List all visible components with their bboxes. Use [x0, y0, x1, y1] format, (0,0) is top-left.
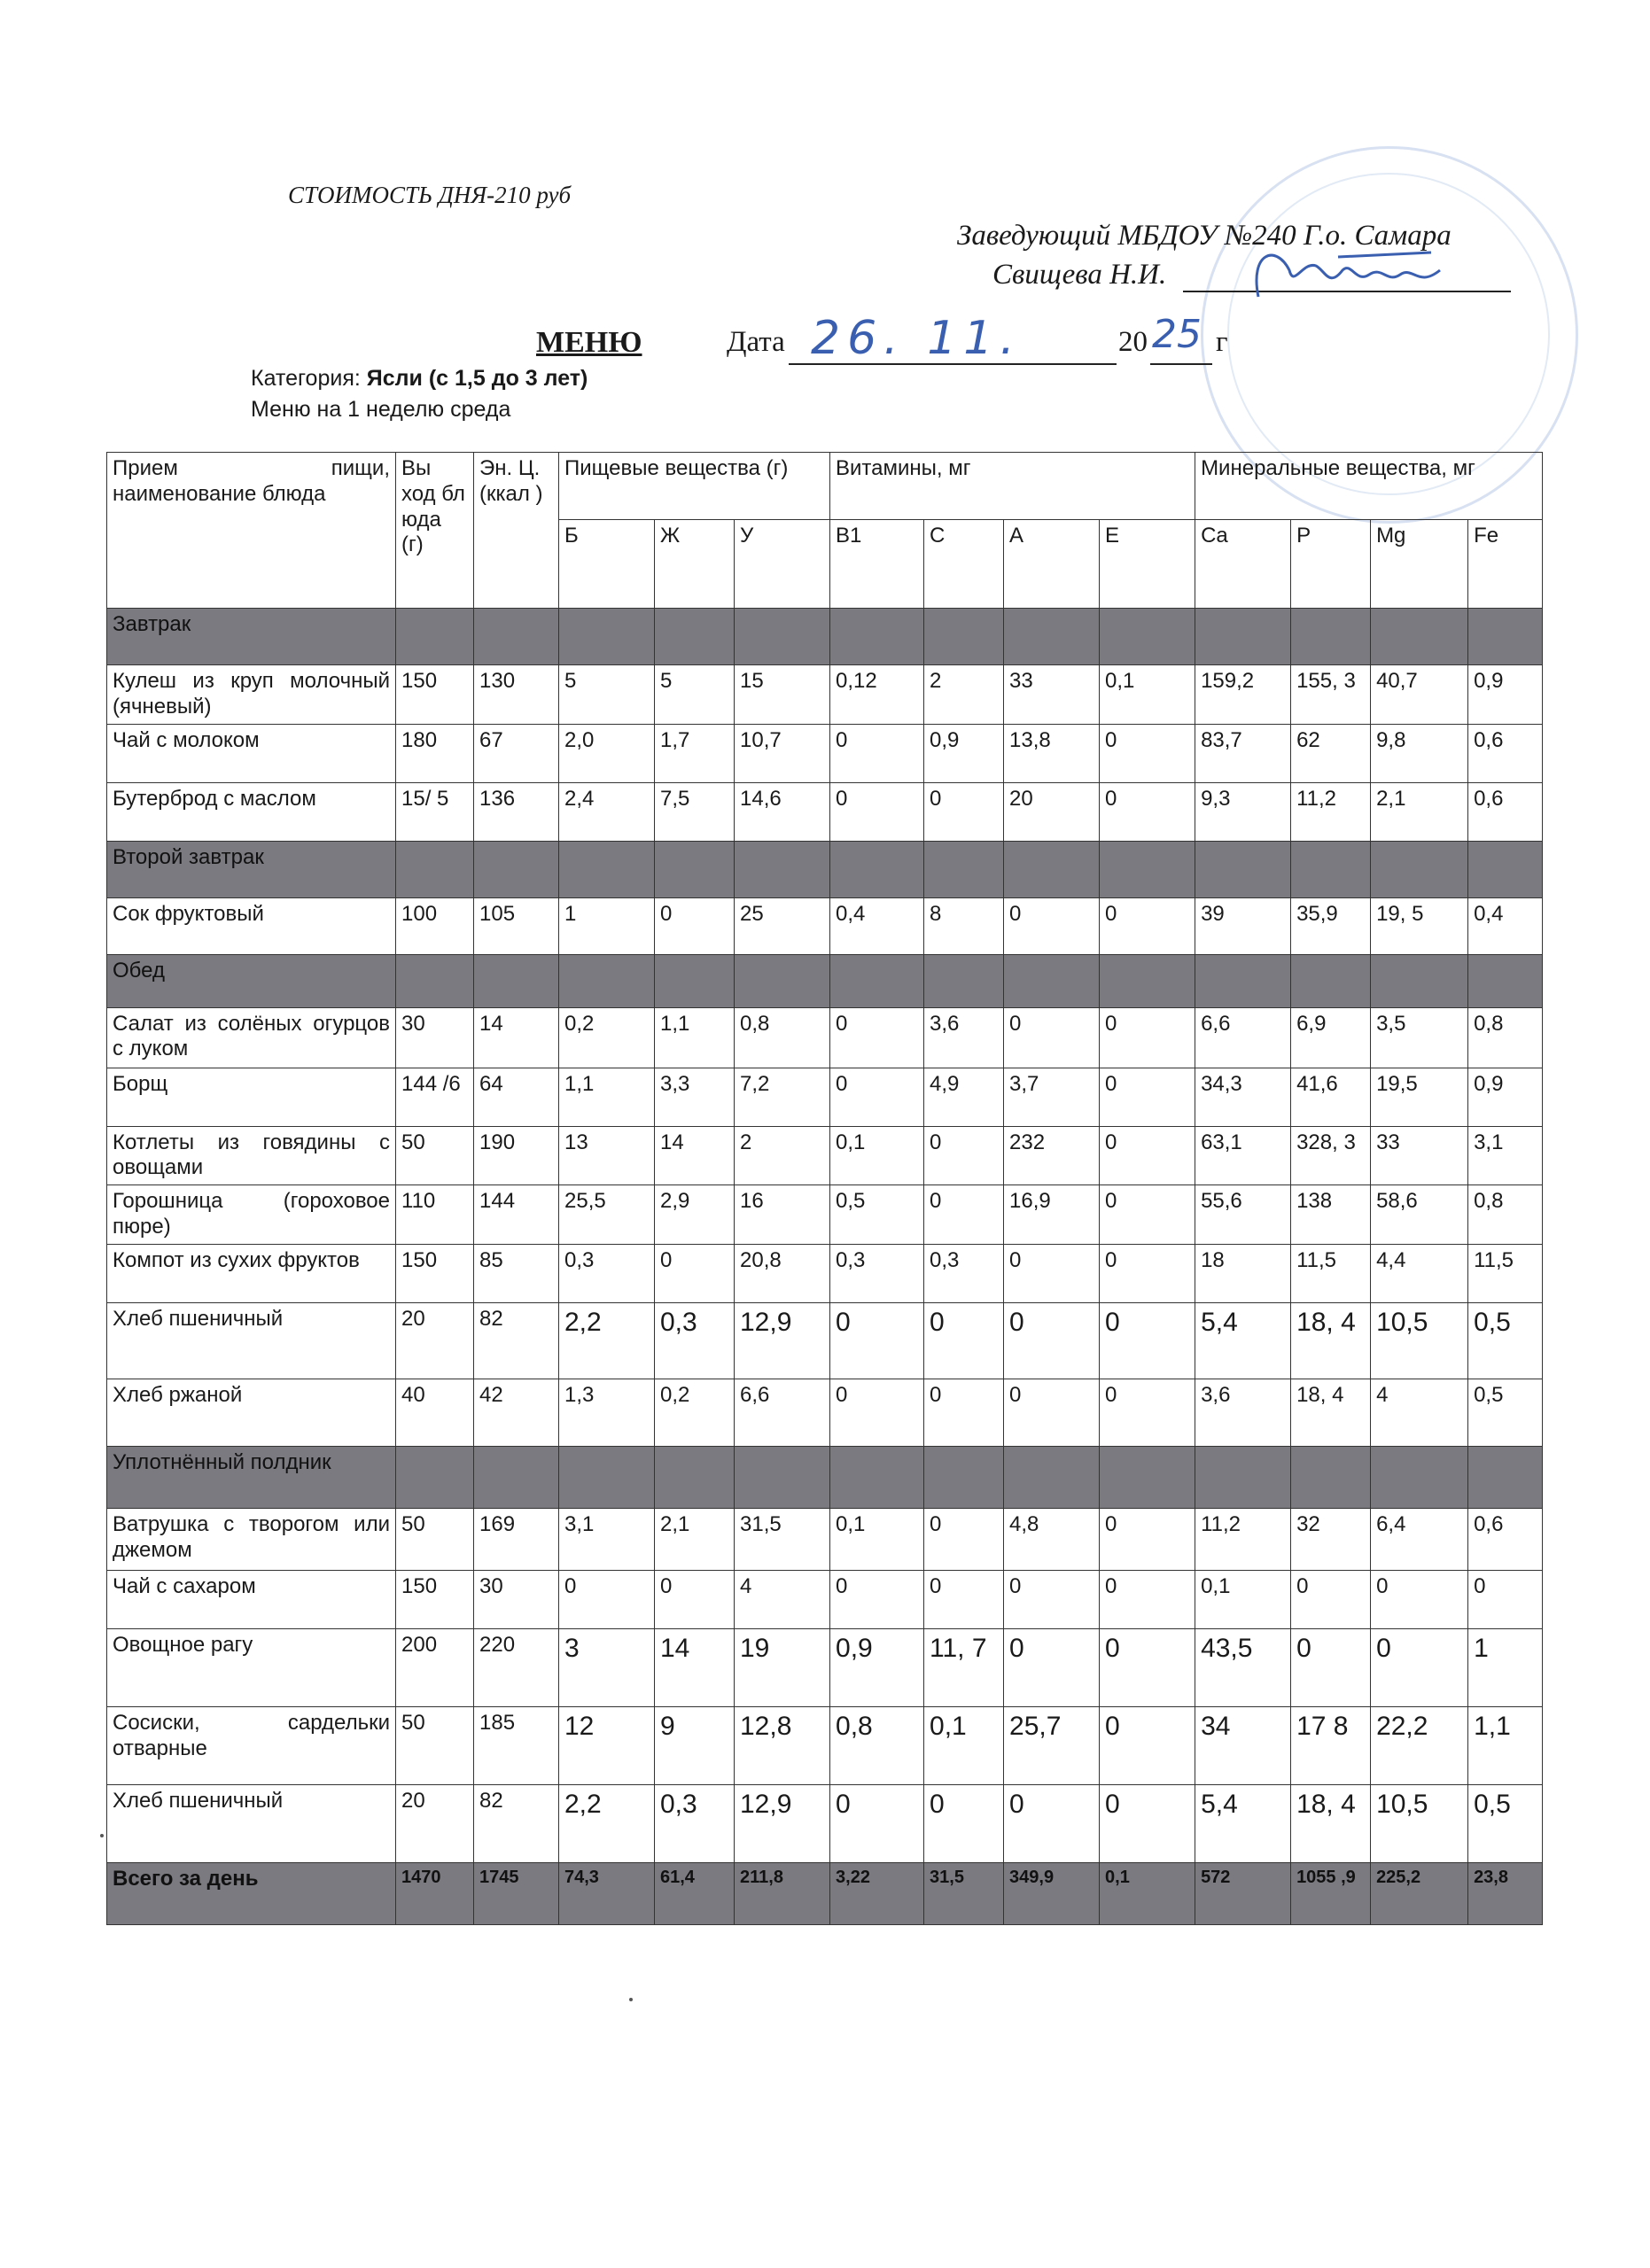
min-p: 11,2	[1291, 782, 1371, 841]
fat: 3,3	[655, 1068, 735, 1126]
min-p: 62	[1291, 724, 1371, 782]
vit-c: 4,9	[924, 1068, 1004, 1126]
vit-a: 33	[1004, 665, 1100, 725]
min-ca: 34,3	[1195, 1068, 1291, 1126]
fat: 0,3	[655, 1784, 735, 1862]
year-prefix: 20	[1118, 326, 1148, 358]
dish-name: Салат из солёных огурцов с луком	[107, 1007, 396, 1068]
header-row	[107, 453, 1543, 520]
carbs: 20,8	[735, 1244, 830, 1302]
section-row	[107, 609, 1543, 665]
menu-table	[106, 452, 1543, 1925]
vit-a: 0	[1004, 1302, 1100, 1379]
vit-c: 11, 7	[924, 1628, 1004, 1706]
min-mg: 0	[1371, 1628, 1468, 1706]
min-fe: 3,1	[1468, 1126, 1543, 1185]
energy-kcal: 14	[474, 1007, 559, 1068]
min-fe: 0,8	[1468, 1007, 1543, 1068]
protein: 2,0	[559, 724, 655, 782]
min-fe: 0,5	[1468, 1379, 1543, 1446]
vit-e: 0	[1100, 1570, 1195, 1628]
total-min-mg: 225,2	[1371, 1862, 1468, 1924]
vit-e: 0	[1100, 1628, 1195, 1706]
min-p: 18, 4	[1291, 1784, 1371, 1862]
total-energy-kcal: 1745	[474, 1862, 559, 1924]
dish-name: Хлеб пшеничный	[107, 1784, 396, 1862]
protein: 0	[559, 1570, 655, 1628]
min-mg: 19, 5	[1371, 897, 1468, 954]
vit-e: 0	[1100, 1379, 1195, 1446]
table-row	[107, 724, 1543, 782]
total-output-g: 1470	[396, 1862, 474, 1924]
vit-a: 0	[1004, 897, 1100, 954]
energy-kcal: 67	[474, 724, 559, 782]
head-name: Свищева Н.И.	[992, 259, 1167, 291]
vit-b1: 0	[830, 1302, 924, 1379]
dish-name: Хлеб пшеничный	[107, 1302, 396, 1379]
vit-e: 0	[1100, 1706, 1195, 1784]
energy-kcal: 220	[474, 1628, 559, 1706]
output-g: 180	[396, 724, 474, 782]
carbs: 10,7	[735, 724, 830, 782]
table-row	[107, 1379, 1543, 1446]
col-fat: Ж	[655, 520, 735, 609]
col-ca: Ca	[1195, 520, 1291, 609]
protein: 3	[559, 1628, 655, 1706]
protein: 2,4	[559, 782, 655, 841]
min-mg: 4	[1371, 1379, 1468, 1446]
col-mg: Mg	[1371, 520, 1468, 609]
carbs: 4	[735, 1570, 830, 1628]
section-label: Уплотнённый полдник	[107, 1446, 396, 1508]
total-row	[107, 1862, 1543, 1924]
fat: 7,5	[655, 782, 735, 841]
section-row	[107, 954, 1543, 1007]
carbs: 2	[735, 1126, 830, 1185]
energy-kcal: 42	[474, 1379, 559, 1446]
min-ca: 5,4	[1195, 1784, 1291, 1862]
protein: 5	[559, 665, 655, 725]
min-mg: 0	[1371, 1570, 1468, 1628]
vit-c: 3,6	[924, 1007, 1004, 1068]
vit-e: 0	[1100, 1068, 1195, 1126]
min-p: 138	[1291, 1185, 1371, 1245]
section-row	[107, 841, 1543, 897]
fat: 14	[655, 1628, 735, 1706]
min-p: 0	[1291, 1628, 1371, 1706]
min-p: 35,9	[1291, 897, 1371, 954]
fat: 0	[655, 897, 735, 954]
min-ca: 159,2	[1195, 665, 1291, 725]
col-p: P	[1291, 520, 1371, 609]
date-handwritten: 26. 11.	[811, 312, 1022, 365]
section-label: Второй завтрак	[107, 841, 396, 897]
energy-kcal: 85	[474, 1244, 559, 1302]
min-p: 155, 3	[1291, 665, 1371, 725]
protein: 0,2	[559, 1007, 655, 1068]
table-row	[107, 1007, 1543, 1068]
year-suffix: г	[1216, 326, 1228, 358]
vit-c: 0,1	[924, 1706, 1004, 1784]
carbs: 15	[735, 665, 830, 725]
year-underline	[1150, 363, 1212, 365]
col-protein: Б	[559, 520, 655, 609]
min-fe: 11,5	[1468, 1244, 1543, 1302]
vit-a: 0	[1004, 1570, 1100, 1628]
scan-speck	[629, 1998, 633, 2001]
output-g: 200	[396, 1628, 474, 1706]
energy-kcal: 185	[474, 1706, 559, 1784]
min-fe: 1,1	[1468, 1706, 1543, 1784]
output-g: 30	[396, 1007, 474, 1068]
section-label: Обед	[107, 954, 396, 1007]
col-a: А	[1004, 520, 1100, 609]
min-fe: 0,9	[1468, 665, 1543, 725]
carbs: 6,6	[735, 1379, 830, 1446]
total-min-p: 1055 ,9	[1291, 1862, 1371, 1924]
dish-name: Сок фруктовый	[107, 897, 396, 954]
energy-kcal: 64	[474, 1068, 559, 1126]
section-row	[107, 1446, 1543, 1508]
min-mg: 9,8	[1371, 724, 1468, 782]
fat: 5	[655, 665, 735, 725]
fat: 1,1	[655, 1007, 735, 1068]
vit-e: 0	[1100, 1508, 1195, 1570]
vit-e: 0	[1100, 1007, 1195, 1068]
min-ca: 39	[1195, 897, 1291, 954]
protein: 1,3	[559, 1379, 655, 1446]
total-dish-name: Всего за день	[107, 1862, 396, 1924]
dish-name: Ватрушка с творогом или джемом	[107, 1508, 396, 1570]
energy-kcal: 169	[474, 1508, 559, 1570]
dish-name: Котлеты из говядины с овощами	[107, 1126, 396, 1185]
vit-c: 0	[924, 1302, 1004, 1379]
vit-c: 0,9	[924, 724, 1004, 782]
energy-kcal: 130	[474, 665, 559, 725]
min-p: 0	[1291, 1570, 1371, 1628]
vit-a: 0	[1004, 1784, 1100, 1862]
min-p: 41,6	[1291, 1068, 1371, 1126]
output-g: 110	[396, 1185, 474, 1245]
min-ca: 83,7	[1195, 724, 1291, 782]
output-g: 20	[396, 1784, 474, 1862]
table-row	[107, 1126, 1543, 1185]
min-fe: 0,9	[1468, 1068, 1543, 1126]
vit-a: 0	[1004, 1244, 1100, 1302]
min-mg: 6,4	[1371, 1508, 1468, 1570]
category-label: Категория:	[251, 366, 367, 391]
min-fe: 0,6	[1468, 1508, 1543, 1570]
vit-c: 0	[924, 782, 1004, 841]
vit-c: 8	[924, 897, 1004, 954]
total-vit-e: 0,1	[1100, 1862, 1195, 1924]
energy-kcal: 190	[474, 1126, 559, 1185]
vit-a: 20	[1004, 782, 1100, 841]
min-p: 32	[1291, 1508, 1371, 1570]
total-vit-c: 31,5	[924, 1862, 1004, 1924]
fat: 1,7	[655, 724, 735, 782]
vit-a: 4,8	[1004, 1508, 1100, 1570]
min-fe: 0,5	[1468, 1302, 1543, 1379]
energy-kcal: 136	[474, 782, 559, 841]
dish-name: Бутерброд с маслом	[107, 782, 396, 841]
min-mg: 33	[1371, 1126, 1468, 1185]
fat: 0,2	[655, 1379, 735, 1446]
vit-e: 0	[1100, 1784, 1195, 1862]
vit-b1: 0,9	[830, 1628, 924, 1706]
col-output: Вы ход бл юда (г)	[396, 453, 474, 609]
energy-kcal: 105	[474, 897, 559, 954]
carbs: 14,6	[735, 782, 830, 841]
min-ca: 3,6	[1195, 1379, 1291, 1446]
protein: 3,1	[559, 1508, 655, 1570]
min-mg: 22,2	[1371, 1706, 1468, 1784]
col-carbs: У	[735, 520, 830, 609]
min-fe: 0,8	[1468, 1185, 1543, 1245]
min-ca: 11,2	[1195, 1508, 1291, 1570]
vit-b1: 0	[830, 724, 924, 782]
vit-a: 25,7	[1004, 1706, 1100, 1784]
min-p: 11,5	[1291, 1244, 1371, 1302]
total-vit-a: 349,9	[1004, 1862, 1100, 1924]
min-p: 18, 4	[1291, 1302, 1371, 1379]
carbs: 12,9	[735, 1784, 830, 1862]
vit-c: 0	[924, 1570, 1004, 1628]
vit-e: 0	[1100, 724, 1195, 782]
min-fe: 0,4	[1468, 897, 1543, 954]
fat: 0,3	[655, 1302, 735, 1379]
date-label: Дата	[727, 326, 785, 358]
menu-title: МЕНЮ	[536, 326, 642, 359]
vit-c: 0	[924, 1508, 1004, 1570]
vit-a: 0	[1004, 1007, 1100, 1068]
vit-b1: 0	[830, 1784, 924, 1862]
col-fe: Fe	[1468, 520, 1543, 609]
min-fe: 0,6	[1468, 782, 1543, 841]
category-line	[251, 366, 588, 392]
energy-kcal: 144	[474, 1185, 559, 1245]
min-ca: 18	[1195, 1244, 1291, 1302]
output-g: 144 /6	[396, 1068, 474, 1126]
dish-name: Кулеш из круп молочный (ячневый)	[107, 665, 396, 725]
vit-b1: 0,1	[830, 1126, 924, 1185]
carbs: 16	[735, 1185, 830, 1245]
table-row	[107, 1628, 1543, 1706]
vit-c: 0	[924, 1379, 1004, 1446]
vit-a: 13,8	[1004, 724, 1100, 782]
vit-a: 0	[1004, 1379, 1100, 1446]
col-nutrients: Пищевые вещества (г)	[559, 453, 830, 520]
col-b1: В1	[830, 520, 924, 609]
output-g: 40	[396, 1379, 474, 1446]
protein: 2,2	[559, 1302, 655, 1379]
output-g: 100	[396, 897, 474, 954]
dish-name: Чай с сахаром	[107, 1570, 396, 1628]
output-g: 15/ 5	[396, 782, 474, 841]
output-g: 150	[396, 1244, 474, 1302]
total-protein: 74,3	[559, 1862, 655, 1924]
scan-speck	[100, 1834, 104, 1837]
col-name: Прием пищи, наименование блюда	[107, 453, 396, 609]
min-mg: 2,1	[1371, 782, 1468, 841]
carbs: 12,8	[735, 1706, 830, 1784]
min-ca: 5,4	[1195, 1302, 1291, 1379]
min-ca: 63,1	[1195, 1126, 1291, 1185]
vit-b1: 0,3	[830, 1244, 924, 1302]
fat: 0	[655, 1570, 735, 1628]
dish-name: Горошница (гороховое пюре)	[107, 1185, 396, 1245]
table-row	[107, 1244, 1543, 1302]
vit-e: 0	[1100, 1244, 1195, 1302]
day-cost: СТОИМОСТЬ ДНЯ-210 руб	[288, 182, 572, 208]
total-carbs: 211,8	[735, 1862, 830, 1924]
vit-b1: 0,12	[830, 665, 924, 725]
protein: 0,3	[559, 1244, 655, 1302]
table-row	[107, 897, 1543, 954]
vit-b1: 0	[830, 1068, 924, 1126]
min-fe: 1	[1468, 1628, 1543, 1706]
year-handwritten: 25	[1152, 312, 1202, 357]
output-g: 50	[396, 1706, 474, 1784]
min-ca: 0,1	[1195, 1570, 1291, 1628]
energy-kcal: 30	[474, 1570, 559, 1628]
min-ca: 43,5	[1195, 1628, 1291, 1706]
min-p: 6,9	[1291, 1007, 1371, 1068]
vit-e: 0,1	[1100, 665, 1195, 725]
table-row	[107, 1185, 1543, 1245]
vit-c: 2	[924, 665, 1004, 725]
protein: 1,1	[559, 1068, 655, 1126]
min-mg: 4,4	[1371, 1244, 1468, 1302]
total-min-fe: 23,8	[1468, 1862, 1543, 1924]
col-vitamins: Витамины, мг	[830, 453, 1195, 520]
vit-b1: 0	[830, 782, 924, 841]
output-g: 50	[396, 1126, 474, 1185]
vit-b1: 0	[830, 1570, 924, 1628]
fat: 14	[655, 1126, 735, 1185]
min-mg: 40,7	[1371, 665, 1468, 725]
min-fe: 0,6	[1468, 724, 1543, 782]
vit-a: 16,9	[1004, 1185, 1100, 1245]
handwritten-signature	[1241, 235, 1453, 315]
col-minerals: Минеральные вещества, мг	[1195, 453, 1543, 520]
category-value: Ясли (с 1,5 до 3 лет)	[366, 366, 588, 391]
table-row	[107, 1508, 1543, 1570]
table-row	[107, 665, 1543, 725]
table-row	[107, 1706, 1543, 1784]
fat: 9	[655, 1706, 735, 1784]
protein: 2,2	[559, 1784, 655, 1862]
col-c: С	[924, 520, 1004, 609]
vit-e: 0	[1100, 782, 1195, 841]
table-row	[107, 1068, 1543, 1126]
total-min-ca: 572	[1195, 1862, 1291, 1924]
min-ca: 34	[1195, 1706, 1291, 1784]
vit-c: 0	[924, 1126, 1004, 1185]
col-e: Е	[1100, 520, 1195, 609]
min-p: 18, 4	[1291, 1379, 1371, 1446]
min-mg: 58,6	[1371, 1185, 1468, 1245]
min-ca: 9,3	[1195, 782, 1291, 841]
output-g: 150	[396, 665, 474, 725]
min-ca: 6,6	[1195, 1007, 1291, 1068]
vit-e: 0	[1100, 1185, 1195, 1245]
carbs: 12,9	[735, 1302, 830, 1379]
vit-a: 0	[1004, 1628, 1100, 1706]
vit-b1: 0	[830, 1379, 924, 1446]
min-ca: 55,6	[1195, 1185, 1291, 1245]
dish-name: Борщ	[107, 1068, 396, 1126]
vit-e: 0	[1100, 1126, 1195, 1185]
total-fat: 61,4	[655, 1862, 735, 1924]
vit-b1: 0	[830, 1007, 924, 1068]
dish-name: Овощное рагу	[107, 1628, 396, 1706]
table-row	[107, 1570, 1543, 1628]
dish-name: Чай с молоком	[107, 724, 396, 782]
output-g: 20	[396, 1302, 474, 1379]
min-fe: 0	[1468, 1570, 1543, 1628]
carbs: 0,8	[735, 1007, 830, 1068]
vit-c: 0,3	[924, 1244, 1004, 1302]
carbs: 7,2	[735, 1068, 830, 1126]
col-energy: Эн. Ц. (ккал )	[474, 453, 559, 609]
dish-name: Хлеб ржаной	[107, 1379, 396, 1446]
min-fe: 0,5	[1468, 1784, 1543, 1862]
total-vit-b1: 3,22	[830, 1862, 924, 1924]
protein: 25,5	[559, 1185, 655, 1245]
output-g: 150	[396, 1570, 474, 1628]
carbs: 19	[735, 1628, 830, 1706]
min-mg: 19,5	[1371, 1068, 1468, 1126]
vit-a: 3,7	[1004, 1068, 1100, 1126]
min-mg: 10,5	[1371, 1784, 1468, 1862]
vit-c: 0	[924, 1185, 1004, 1245]
protein: 12	[559, 1706, 655, 1784]
protein: 13	[559, 1126, 655, 1185]
dish-name: Сосиски, сардельки отварные	[107, 1706, 396, 1784]
fat: 2,1	[655, 1508, 735, 1570]
section-label: Завтрак	[107, 609, 396, 665]
vit-b1: 0,4	[830, 897, 924, 954]
carbs: 25	[735, 897, 830, 954]
carbs: 31,5	[735, 1508, 830, 1570]
fat: 0	[655, 1244, 735, 1302]
protein: 1	[559, 897, 655, 954]
vit-a: 232	[1004, 1126, 1100, 1185]
min-p: 17 8	[1291, 1706, 1371, 1784]
vit-e: 0	[1100, 1302, 1195, 1379]
table-row	[107, 782, 1543, 841]
vit-b1: 0,5	[830, 1185, 924, 1245]
table-row	[107, 1302, 1543, 1379]
week-line: Меню на 1 неделю среда	[251, 397, 511, 422]
min-mg: 3,5	[1371, 1007, 1468, 1068]
energy-kcal: 82	[474, 1784, 559, 1862]
vit-e: 0	[1100, 897, 1195, 954]
output-g: 50	[396, 1508, 474, 1570]
vit-c: 0	[924, 1784, 1004, 1862]
vit-b1: 0,8	[830, 1706, 924, 1784]
fat: 2,9	[655, 1185, 735, 1245]
min-mg: 10,5	[1371, 1302, 1468, 1379]
vit-b1: 0,1	[830, 1508, 924, 1570]
energy-kcal: 82	[474, 1302, 559, 1379]
table-row	[107, 1784, 1543, 1862]
head-title: Заведующий МБДОУ №240 Г.о. Самара	[957, 220, 1452, 252]
min-p: 328, 3	[1291, 1126, 1371, 1185]
dish-name: Компот из сухих фруктов	[107, 1244, 396, 1302]
